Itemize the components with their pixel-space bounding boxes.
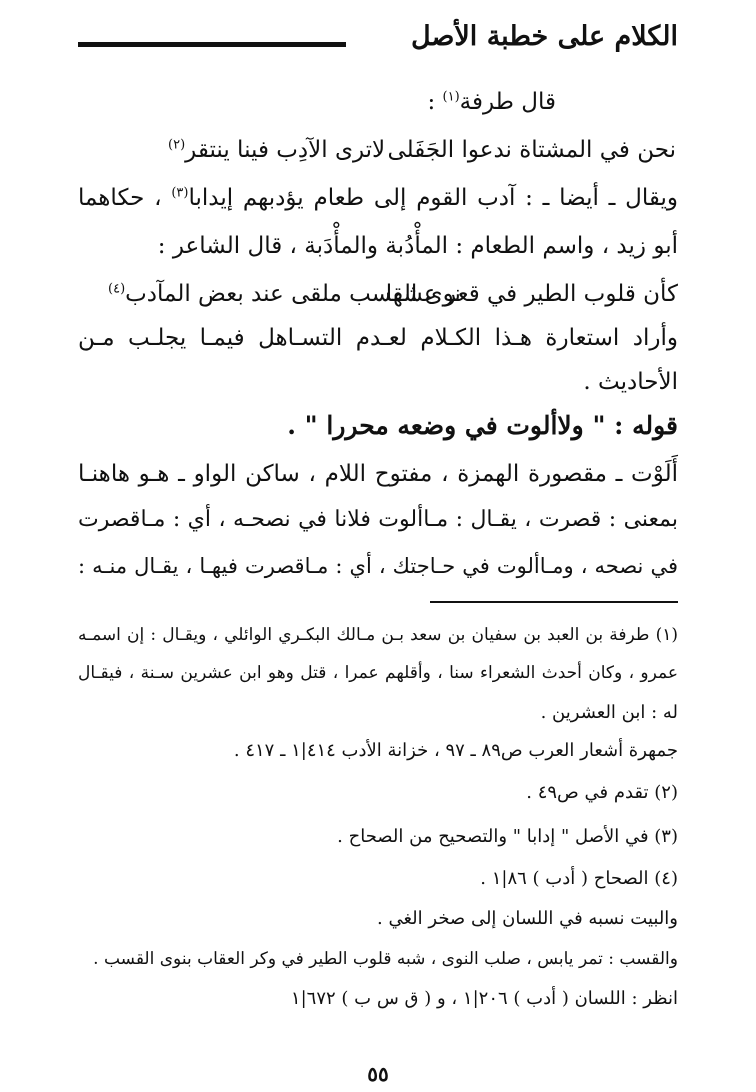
header-rule xyxy=(78,42,346,47)
footnote-4-line-2: والبيت نسبه في اللسان إلى صخر الغي . xyxy=(377,908,678,929)
verse1-second-text: لاترى الآدِب فينا ينتقر xyxy=(185,137,386,163)
footnote-ref-2: (٢) xyxy=(168,137,186,153)
footnote-4-line-1: (٤) الصحاح ( أدب ) ٨٦|١ . xyxy=(480,868,678,889)
footnote-4-line-4: انظر : اللسان ( أدب ) ٢٠٦|١ ، و ( ق س ب ) ٦٧٢|١ xyxy=(290,988,678,1009)
footnote-ref-4: (٤) xyxy=(108,281,126,297)
intro-text: قال طرفة xyxy=(459,89,556,115)
section-heading: قوله : " ولاألوت في وضعه محررا " . xyxy=(287,411,678,440)
body-line-6: وأراد استعارة هـذا الكـلام لعـدم التسـاهل فيمـا يجلـب مـن xyxy=(78,325,678,351)
line3-text-b: ، حكاهما xyxy=(78,185,162,211)
footnote-1-line-2: عمرو ، وكان أحدث الشعراء سنا ، وأقلهم عمرا ، قتل وهو ابن عشرين سـنة ، فيقـال xyxy=(78,663,678,683)
footnote-4-line-3: والقسب : تمر يابس ، صلب النوى ، شبه قلوب الطير في وكر العقاب بنوى القسب . xyxy=(93,949,678,969)
header-title: الكلام على خطبة الأصل xyxy=(411,21,678,52)
footnote-1-line-4: جمهرة أشعار العرب ص٨٩ ـ ٩٧ ، خزانة الأدب ٤١٤|١ ـ ٤١٧ . xyxy=(233,740,678,761)
footnote-ref-1: (١) xyxy=(442,89,460,105)
body-line-7: الأحاديث . xyxy=(583,369,678,395)
verse1-second-hemistich xyxy=(168,134,385,166)
footnote-separator xyxy=(430,601,678,603)
verse2-second-text: نوى القسب ملقى عند بعض المآدب xyxy=(125,281,461,307)
verse2-second-hemistich xyxy=(108,278,461,310)
verse1-first-hemistich: نحن في المشتاة ندعوا الجَفَلى xyxy=(387,137,676,163)
body-line-3 xyxy=(78,182,678,214)
footnote-2: (٢) تقدم في ص٤٩ . xyxy=(526,782,678,803)
footnote-1-line-3: له : ابن العشرين . xyxy=(540,702,678,723)
body-line-10: بمعنى : قصرت ، يقـال : مـاألوت فلانا في نصحـه ، أي : مـاقصرت xyxy=(78,507,678,532)
intro-line xyxy=(427,86,556,118)
body-line-11: في نصحه ، ومـاألوت في حـاجتك ، أي : مـاقصرت فيهـا ، يقـال منـه : xyxy=(78,554,678,578)
intro-colon: : xyxy=(427,89,443,115)
footnote-1-line-1: (١) طرفة بن العبد بن سفيان بن سعد بـن مـالك البكـري الوائلي ، ويقـال : إن اسمـه xyxy=(78,625,678,645)
footnote-ref-3: (٣) xyxy=(171,185,189,201)
page-number: ٥٥ xyxy=(367,1062,389,1086)
footnote-3: (٣) في الأصل " إدابا " والتصحيح من الصحاح . xyxy=(337,826,678,847)
body-line-4: أبو زيد ، واسم الطعام : المأْدُبة والمأْدَبة ، قال الشاعر : xyxy=(157,233,678,259)
body-line-9: أَلَوْت ـ مقصورة الهمزة ، مفتوح اللام ، ساكن الواو ـ هـو هاهنـا xyxy=(78,461,678,487)
verse2-first-hemistich: كأن قلوب الطير في قعر عشها xyxy=(385,281,678,307)
line3-text-a: ويقال ـ أيضا ـ : آدب القوم إلى طعام يؤدبهم إيدابا xyxy=(188,185,678,211)
running-header xyxy=(78,14,678,64)
